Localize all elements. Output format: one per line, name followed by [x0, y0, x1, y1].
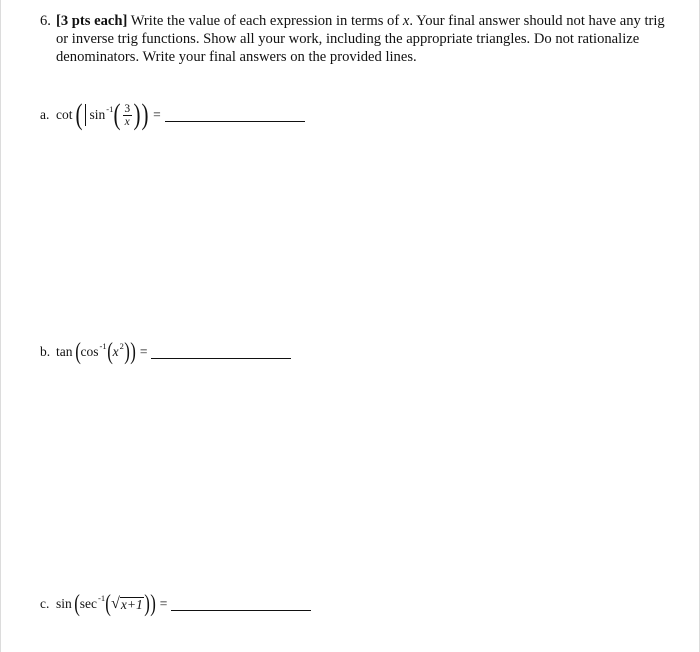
part-c-expression	[56, 592, 167, 616]
part-c-radicand: x+1	[120, 597, 143, 612]
question-text-2: . Your final answer should not have any trig or inverse trig functions. Show all your work, including the appropriate triangles. Do not rationalize denominators. Write your final answers on the provided lines.	[56, 13, 665, 65]
part-a-denominator: x	[124, 115, 130, 128]
part-b-close-paren-inner: )	[124, 339, 130, 365]
part-b-equals: =	[139, 344, 148, 359]
question-6	[40, 12, 668, 66]
part-c-exponent: -1	[98, 593, 106, 603]
part-a-numerator: 3	[124, 102, 131, 115]
part-a-expression	[56, 100, 161, 130]
part-a-close-paren-outer: )	[141, 98, 149, 131]
part-a-fraction	[122, 103, 132, 128]
part-c-answer-line[interactable]	[171, 610, 311, 611]
part-a-close-paren-inner: )	[133, 98, 141, 131]
part-c-open-paren-outer: (	[73, 591, 80, 617]
question-instructions	[56, 12, 668, 66]
part-b-label: b.	[40, 344, 51, 359]
part-c-label: c.	[40, 596, 50, 611]
part-a-outer-function: cot	[56, 107, 73, 122]
page-left-edge	[0, 0, 1, 652]
part-a-answer-line[interactable]	[165, 121, 305, 122]
part-b-outer-function: tan	[56, 344, 73, 359]
question-number: 6.	[40, 13, 51, 29]
part-a-open-paren-inner: (	[113, 98, 121, 131]
part-b	[40, 340, 291, 364]
part-c	[40, 592, 311, 616]
part-c-square-root	[111, 596, 144, 612]
part-b-exponent: -1	[99, 341, 107, 351]
part-a-open-paren-outer: (	[75, 98, 82, 131]
part-a-label: a.	[40, 107, 50, 122]
part-a-equals: =	[153, 107, 161, 122]
question-variable: x	[402, 13, 410, 29]
part-c-inner-function: sec	[79, 596, 98, 611]
part-c-close-paren-outer: )	[149, 591, 156, 617]
part-c-close-paren-inner: )	[143, 591, 150, 617]
question-points: [3 pts each]	[56, 13, 128, 29]
part-b-open-paren-outer: (	[74, 339, 81, 365]
part-b-expression	[56, 340, 147, 364]
part-a-inner-function: sin	[89, 107, 106, 122]
part-a-exponent: -1	[106, 104, 114, 114]
part-a-bracket-mark	[85, 104, 86, 126]
part-b-argument-base: x	[112, 344, 119, 359]
part-c-outer-function: sin	[56, 596, 72, 611]
part-b-argument-power: 2	[119, 341, 124, 351]
square-root-icon: √	[111, 595, 120, 612]
part-b-inner-function: cos	[80, 344, 99, 359]
part-c-open-paren-inner: (	[105, 591, 111, 617]
part-b-close-paren-outer: )	[130, 339, 136, 365]
part-a	[40, 100, 305, 130]
part-b-open-paren-inner: (	[106, 339, 113, 365]
part-c-equals: =	[159, 596, 168, 611]
part-b-answer-line[interactable]	[151, 358, 291, 359]
question-text-1: Write the value of each expression in terms of	[127, 13, 403, 29]
